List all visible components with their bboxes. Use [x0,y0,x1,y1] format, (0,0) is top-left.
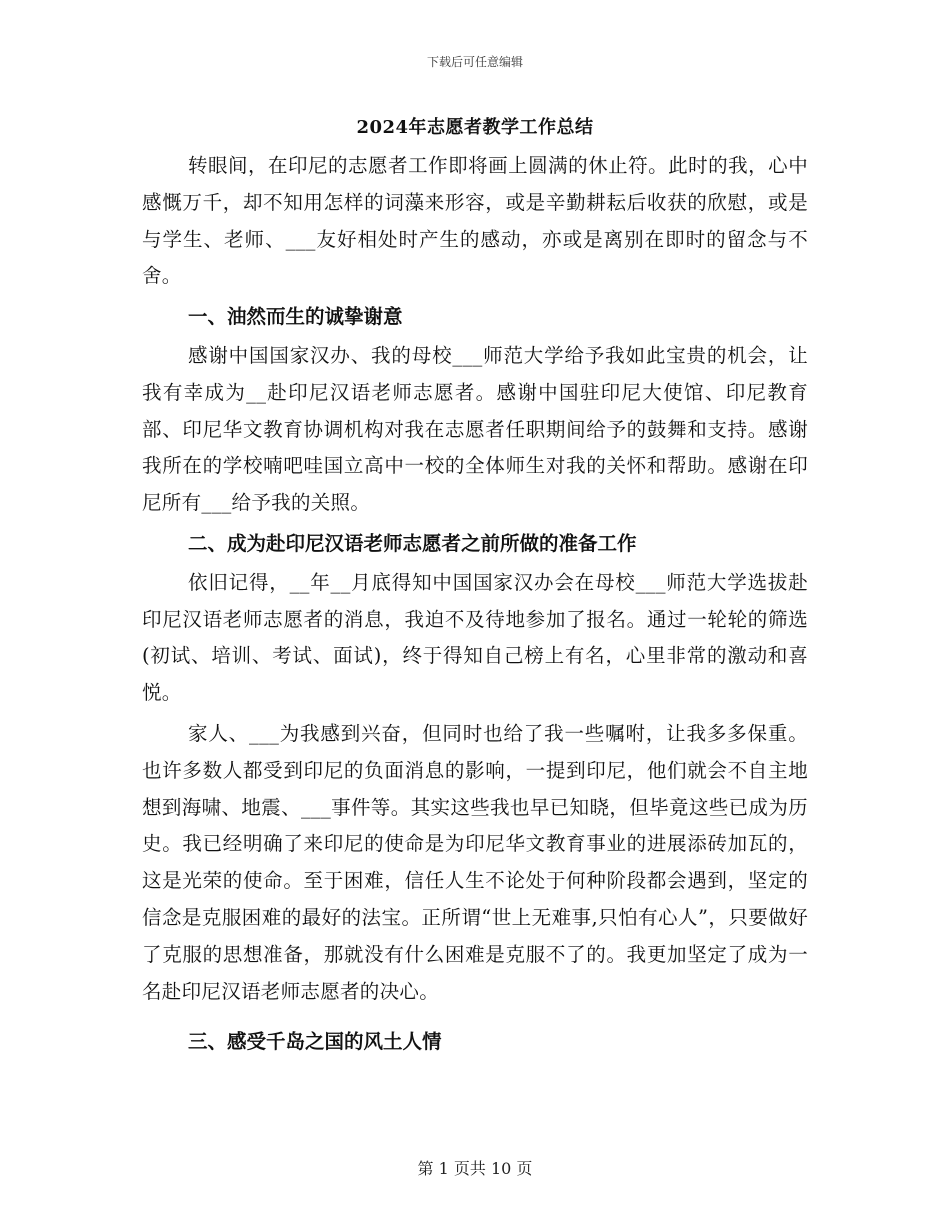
section-2-paragraph-2: 家人、___为我感到兴奋，但同时也给了我一些嘱咐，让我多多保重。也许多数人都受到印尼的负面消息的影响，一提到印尼，他们就会不自主地想到海啸、地震、___事件等。其实这些我也早已知晓，但毕竟这些已成为历史。我已经明确了来印尼的使命是为印尼华文教育事业的进展添砖加瓦的，这是光荣的使命。至于困难，信任人生不论处于何种阶段都会遇到，坚定的信念是克服困难的最好的法宝。正所谓“世上无难事,只怕有心人”，只要做好了克服的思想准备，那就没有什么困难是克服不了的。我更加坚定了成为一名赴印尼汉语老师志愿者的决心。 [142,721,808,1003]
intro-paragraph: 转眼间，在印尼的志愿者工作即将画上圆满的休止符。此时的我，心中感慨万千，却不知用怎样的词藻来形容，或是辛勤耕耘后收获的欣慰，或是与学生、老师、___友好相处时产生的感动，亦或是离别在即时的留念与不舍。 [142,154,808,288]
header-note: 下载后可任意编辑 [426,55,523,69]
document-body [142,114,808,1063]
section-heading-1: 一、油然而生的诚挚谢意 [188,305,403,329]
section-heading-3: 三、感受千岛之国的风土人情 [188,1030,442,1054]
section-2-paragraph-1: 依旧记得，__年__月底得知中国国家汉办会在母校___师范大学选拔赴印尼汉语老师志愿者的消息，我迫不及待地参加了报名。通过一轮轮的筛选(初试、培训、考试、面试)，终于得知自己榜上有名，心里非常的激动和喜悦。 [142,570,808,705]
document-title: 2024年志愿者教学工作总结 [356,117,594,138]
section-heading-2: 二、成为赴印尼汉语老师志愿者之前所做的准备工作 [188,531,637,555]
section-1-paragraph-1: 感谢中国国家汉办、我的母校___师范大学给予我如此宝贵的机会，让我有幸成为__赴印尼汉语老师志愿者。感谢中国驻印尼大使馆、印尼教育部、印尼华文教育协调机构对我在志愿者任职期间给予的鼓舞和支持。感谢我所在的学校喃吧哇国立高中一校的全体师生对我的关怀和帮助。感谢在印尼所有___给予我的关照。 [142,343,808,515]
page-number: 第 1 页共 10 页 [417,1159,533,1178]
